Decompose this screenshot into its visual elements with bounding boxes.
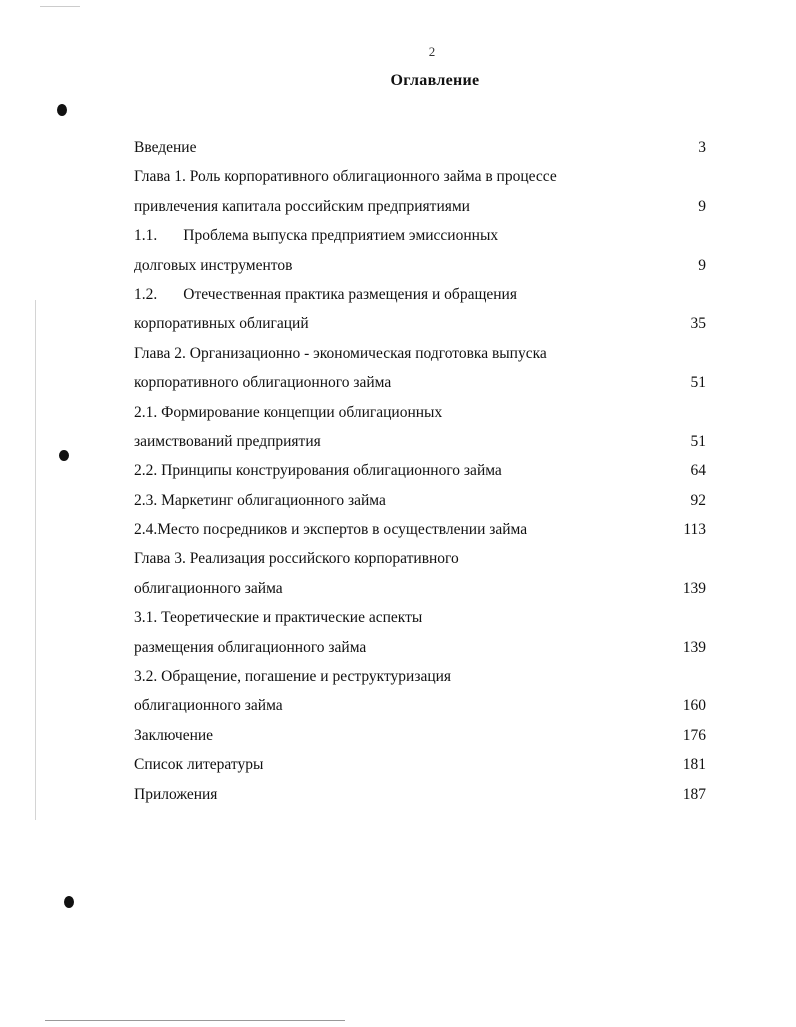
toc-row-appendices bbox=[134, 780, 714, 809]
toc-row-introduction bbox=[134, 133, 714, 162]
toc-row-section-2-2 bbox=[134, 456, 714, 485]
toc-entry-text: Список литературы bbox=[134, 756, 264, 774]
toc-entry-text: Отечественная практика размещения и обращения bbox=[183, 285, 517, 303]
toc-row-section-3-2 bbox=[134, 662, 714, 691]
scan-edge-mark bbox=[35, 300, 36, 820]
toc-row-chapter-2-cont bbox=[134, 368, 714, 397]
toc-title: Оглавление bbox=[390, 72, 480, 89]
toc-row-section-2-3 bbox=[134, 486, 714, 515]
toc-row-section-1-1 bbox=[134, 221, 714, 250]
toc-entry-text: 2.3. Маркетинг облигационного займа bbox=[134, 491, 386, 509]
toc-entry-text: Заключение bbox=[134, 726, 214, 744]
toc-entry-text: Глава 1. Роль корпоративного облигационного займа в процессе bbox=[134, 168, 557, 186]
toc-entry-page: 139 bbox=[682, 638, 706, 656]
toc-row-section-1-2 bbox=[134, 280, 714, 309]
toc-row-chapter-3-cont bbox=[134, 574, 714, 603]
toc-entry-page: 181 bbox=[682, 756, 706, 774]
toc-row-chapter-1-cont bbox=[134, 192, 714, 221]
toc-entry-page: 139 bbox=[682, 579, 706, 597]
toc-entry-text: корпоративного облигационного займа bbox=[134, 374, 392, 392]
table-of-contents bbox=[134, 133, 714, 809]
toc-entry-text: заимствований предприятия bbox=[134, 432, 321, 450]
toc-entry-page: 51 bbox=[690, 432, 706, 450]
scan-blot-top bbox=[57, 104, 67, 116]
toc-row-section-3-1-cont bbox=[134, 633, 714, 662]
toc-entry-text: облигационного займа bbox=[134, 579, 283, 597]
toc-row-chapter-1 bbox=[134, 162, 714, 191]
scan-bottom-line bbox=[45, 1020, 345, 1021]
toc-entry-text: корпоративных облигаций bbox=[134, 315, 309, 333]
toc-entry-page: 92 bbox=[690, 491, 706, 509]
toc-entry-page: 187 bbox=[682, 785, 706, 803]
page-number: 2 bbox=[428, 44, 436, 59]
toc-row-conclusion bbox=[134, 721, 714, 750]
toc-entry-text: Введение bbox=[134, 139, 197, 156]
toc-row-bibliography bbox=[134, 750, 714, 779]
toc-entry-text: Глава 3. Реализация российского корпоративного bbox=[134, 550, 459, 568]
toc-entry-page: 113 bbox=[683, 521, 706, 539]
toc-row-section-2-4 bbox=[134, 515, 714, 544]
toc-entry-text: Глава 2. Организационно - экономическая подготовка выпуска bbox=[134, 344, 547, 362]
toc-entry-text: Приложения bbox=[134, 785, 218, 803]
toc-entry-number: 1.1. bbox=[134, 227, 158, 245]
toc-row-chapter-3 bbox=[134, 544, 714, 573]
toc-row-section-1-1-cont bbox=[134, 251, 714, 280]
toc-entry-text: 2.2. Принципы конструирования облигационного займа bbox=[134, 462, 502, 480]
toc-entry-page: 9 bbox=[698, 197, 706, 215]
toc-entry-text: 2.4.Место посредников и экспертов в осуществлении займа bbox=[134, 521, 528, 539]
scan-top-mark bbox=[40, 6, 80, 7]
toc-entry-text: долговых инструментов bbox=[134, 256, 293, 274]
toc-entry-text: облигационного займа bbox=[134, 697, 283, 715]
toc-entry-page: 51 bbox=[690, 374, 706, 392]
toc-entry-page: 160 bbox=[682, 697, 706, 715]
toc-entry-text: размещения облигационного займа bbox=[134, 638, 367, 656]
toc-entry-text: 3.2. Обращение, погашение и реструктуризация bbox=[134, 668, 452, 686]
toc-entry-page: 9 bbox=[698, 256, 706, 274]
toc-entry-page: 64 bbox=[690, 462, 706, 480]
toc-entry-text: Проблема выпуска предприятием эмиссионных bbox=[183, 227, 499, 245]
toc-entry-page: 176 bbox=[682, 726, 706, 744]
toc-row-section-2-1-cont bbox=[134, 427, 714, 456]
toc-entry-page: 35 bbox=[690, 315, 706, 333]
scan-blot-middle bbox=[59, 450, 69, 461]
toc-entry-text: привлечения капитала российским предприятиями bbox=[134, 197, 470, 215]
scan-blot-bottom bbox=[64, 896, 74, 908]
toc-row-section-1-2-cont bbox=[134, 309, 714, 338]
toc-entry-text: 2.1. Формирование концепции облигационных bbox=[134, 403, 443, 421]
toc-row-section-2-1 bbox=[134, 398, 714, 427]
toc-entry-text: 3.1. Теоретические и практические аспекты bbox=[134, 609, 423, 627]
toc-entry-number: 1.2. bbox=[134, 285, 158, 303]
toc-row-section-3-2-cont bbox=[134, 691, 714, 720]
toc-row-section-3-1 bbox=[134, 603, 714, 632]
toc-row-chapter-2 bbox=[134, 339, 714, 368]
toc-entry-page: 3 bbox=[698, 139, 706, 156]
